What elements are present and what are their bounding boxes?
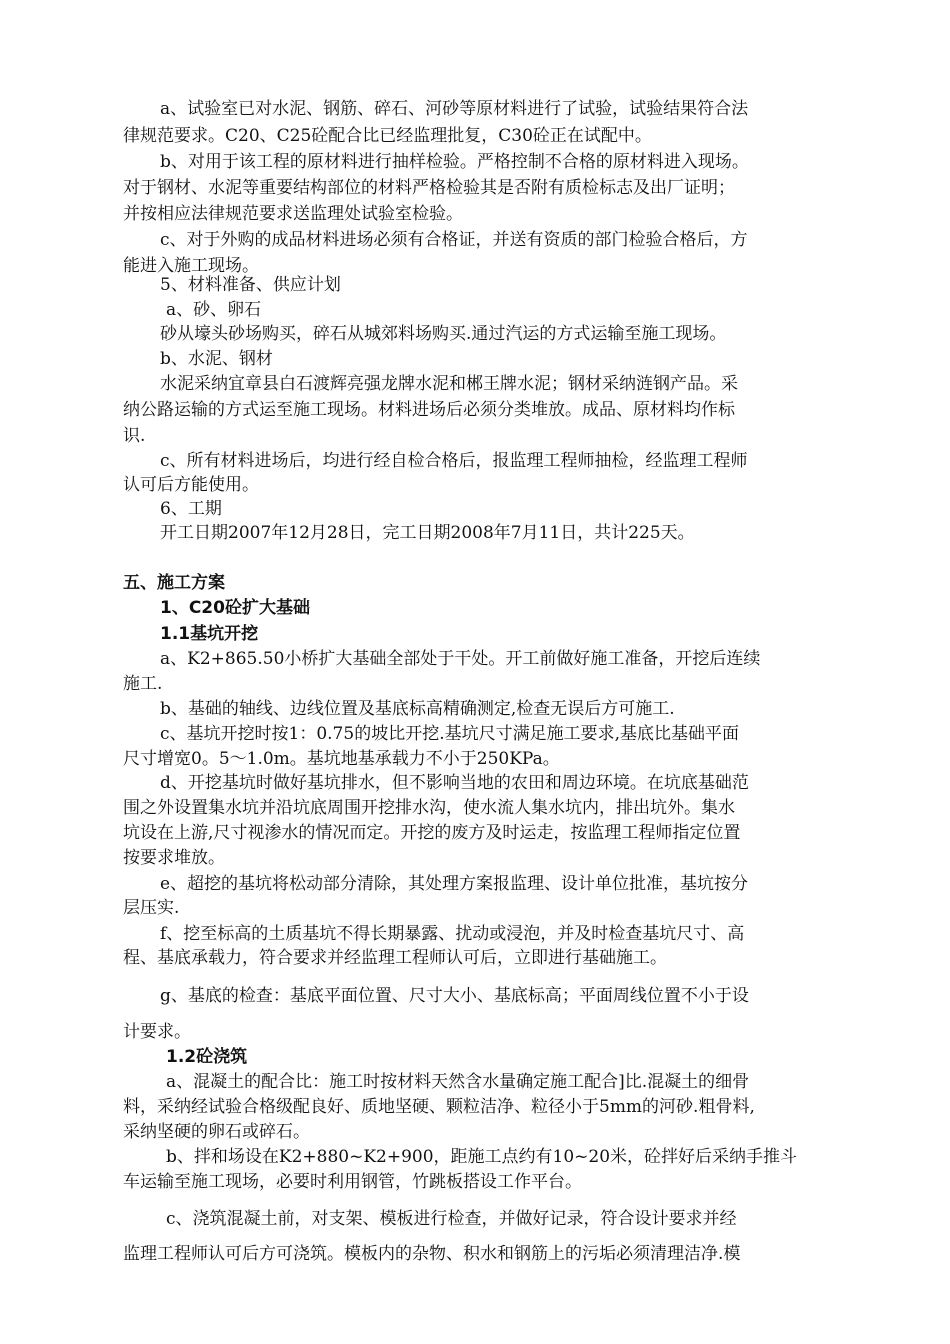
text-line: c、所有材料进场后，均进行经自检合格后，报监理工程师抽检，经监理工程师 (160, 451, 748, 471)
text-line: 纳公路运输的方式运至施工现场。材料进场后必须分类堆放。成品、原材料均作标 (123, 400, 735, 420)
text-line: b、对用于该工程的原材料进行抽样检验。严格控制不合格的原材料进入现场。 (160, 152, 749, 172)
text-line: 按要求堆放。 (123, 848, 225, 868)
text-line: 围之外设置集水坑并沿坑底周围开挖排水沟，使水流人集水坑内，排出坑外。集水 (123, 798, 735, 818)
text-line: 5、材料准备、供应计划 (160, 275, 341, 295)
text-line: 计要求。 (123, 1022, 191, 1042)
section-heading: 五、施工方案 (123, 573, 225, 593)
text-line: c、浇筑混凝土前，对支架、模板进行检查，并做好记录，符合设计要求并经 (166, 1209, 737, 1229)
text-line: 程、基底承载力，符合要求并经监理工程师认可后，立即进行基础施工。 (123, 948, 667, 968)
text-line: 监理工程师认可后方可浇筑。模板内的杂物、积水和钢筋上的污垢必须清理洁净.模 (123, 1244, 741, 1264)
text-line: 尺寸增宽0。5～1.0m。基坑地基承载力不小于250KPa。 (123, 749, 560, 769)
text-line: 水泥采纳宜章县白石渡辉亮强龙牌水泥和郴王牌水泥；钢材采纳涟钢产品。采 (160, 374, 738, 394)
text-line: 料，采纳经试验合格级配良好、质地坚硬、颗粒洁净、粒径小于5mm的河砂.粗骨料, (123, 1097, 755, 1117)
text-line: a、砂、卵石 (166, 300, 262, 320)
text-line: f、挖至标高的土质基坑不得长期暴露、扰动或浸泡，并及时检查基坑尺寸、高 (160, 924, 745, 944)
text-line: g、基底的检查：基底平面位置、尺寸大小、基底标高；平面周线位置不小于设 (160, 986, 749, 1006)
text-line: 并按相应法律规范要求送监理处试验室检验。 (123, 204, 463, 224)
text-line: c、对于外购的成品材料进场必须有合格证，并送有资质的部门检验合格后，方 (160, 230, 748, 250)
text-line: b、水泥、钢材 (160, 349, 273, 369)
text-line: 开工日期2007年12月28日，完工日期2008年7月11日，共计225天。 (160, 523, 695, 543)
text-line: e、超挖的基坑将松动部分清除，其处理方案报监理、设计单位批准，基坑按分 (160, 874, 749, 894)
subsection-heading: 1.1基坑开挖 (160, 624, 259, 644)
text-line: 层压实. (123, 898, 180, 918)
text-line: 识. (123, 426, 146, 446)
text-line: 6、工期 (160, 499, 222, 519)
text-line: 采纳坚硬的卵石或碎石。 (123, 1122, 310, 1142)
text-line: 认可后方能使用。 (123, 475, 259, 495)
text-line: 律规范要求。C20、C25砼配合比已经监理批复，C30砼正在试配中。 (123, 126, 652, 146)
text-line: 坑设在上游,尺寸视渗水的情况而定。开挖的废方及时运走，按监理工程师指定位置 (123, 823, 741, 843)
text-line: 车运输至施工现场，必要时利用钢管，竹跳板搭设工作平台。 (123, 1172, 582, 1192)
text-line: d、开挖基坑时做好基坑排水，但不影响当地的农田和周边环境。在坑底基础范 (160, 773, 749, 793)
text-line: 能进入施工现场。 (123, 256, 259, 276)
text-line: 砂从壕头砂场购买，碎石从城郊料场购买.通过汽运的方式运输至施工现场。 (160, 324, 727, 344)
text-line: 对于钢材、水泥等重要结构部位的材料严格检验其是否附有质检标志及出厂证明； (123, 178, 735, 198)
text-line: a、K2+865.50小桥扩大基础全部处于干处。开工前做好施工准备，开挖后连续 (160, 649, 761, 669)
subsection-heading: 1.2砼浇筑 (166, 1047, 248, 1067)
text-line: b、基础的轴线、边线位置及基底标高精确测定,检查无误后方可施工. (160, 699, 675, 719)
text-line: a、混凝土的配合比：施工时按材料天然含水量确定施工配合]比.混凝土的细骨 (166, 1072, 750, 1092)
text-line: b、拌和场设在K2+880~K2+900，距施工点约有10~20米，砼拌好后采纳手推斗 (166, 1147, 798, 1167)
text-line: c、基坑开挖时按1：0.75的坡比开挖.基坑尺寸满足施工要求,基底比基础平面 (160, 724, 739, 744)
subsection-heading: 1、C20砼扩大基础 (160, 598, 310, 618)
text-line: 施工. (123, 674, 163, 694)
text-line: a、试验室已对水泥、钢筋、碎石、河砂等原材料进行了试验，试验结果符合法 (160, 99, 749, 119)
